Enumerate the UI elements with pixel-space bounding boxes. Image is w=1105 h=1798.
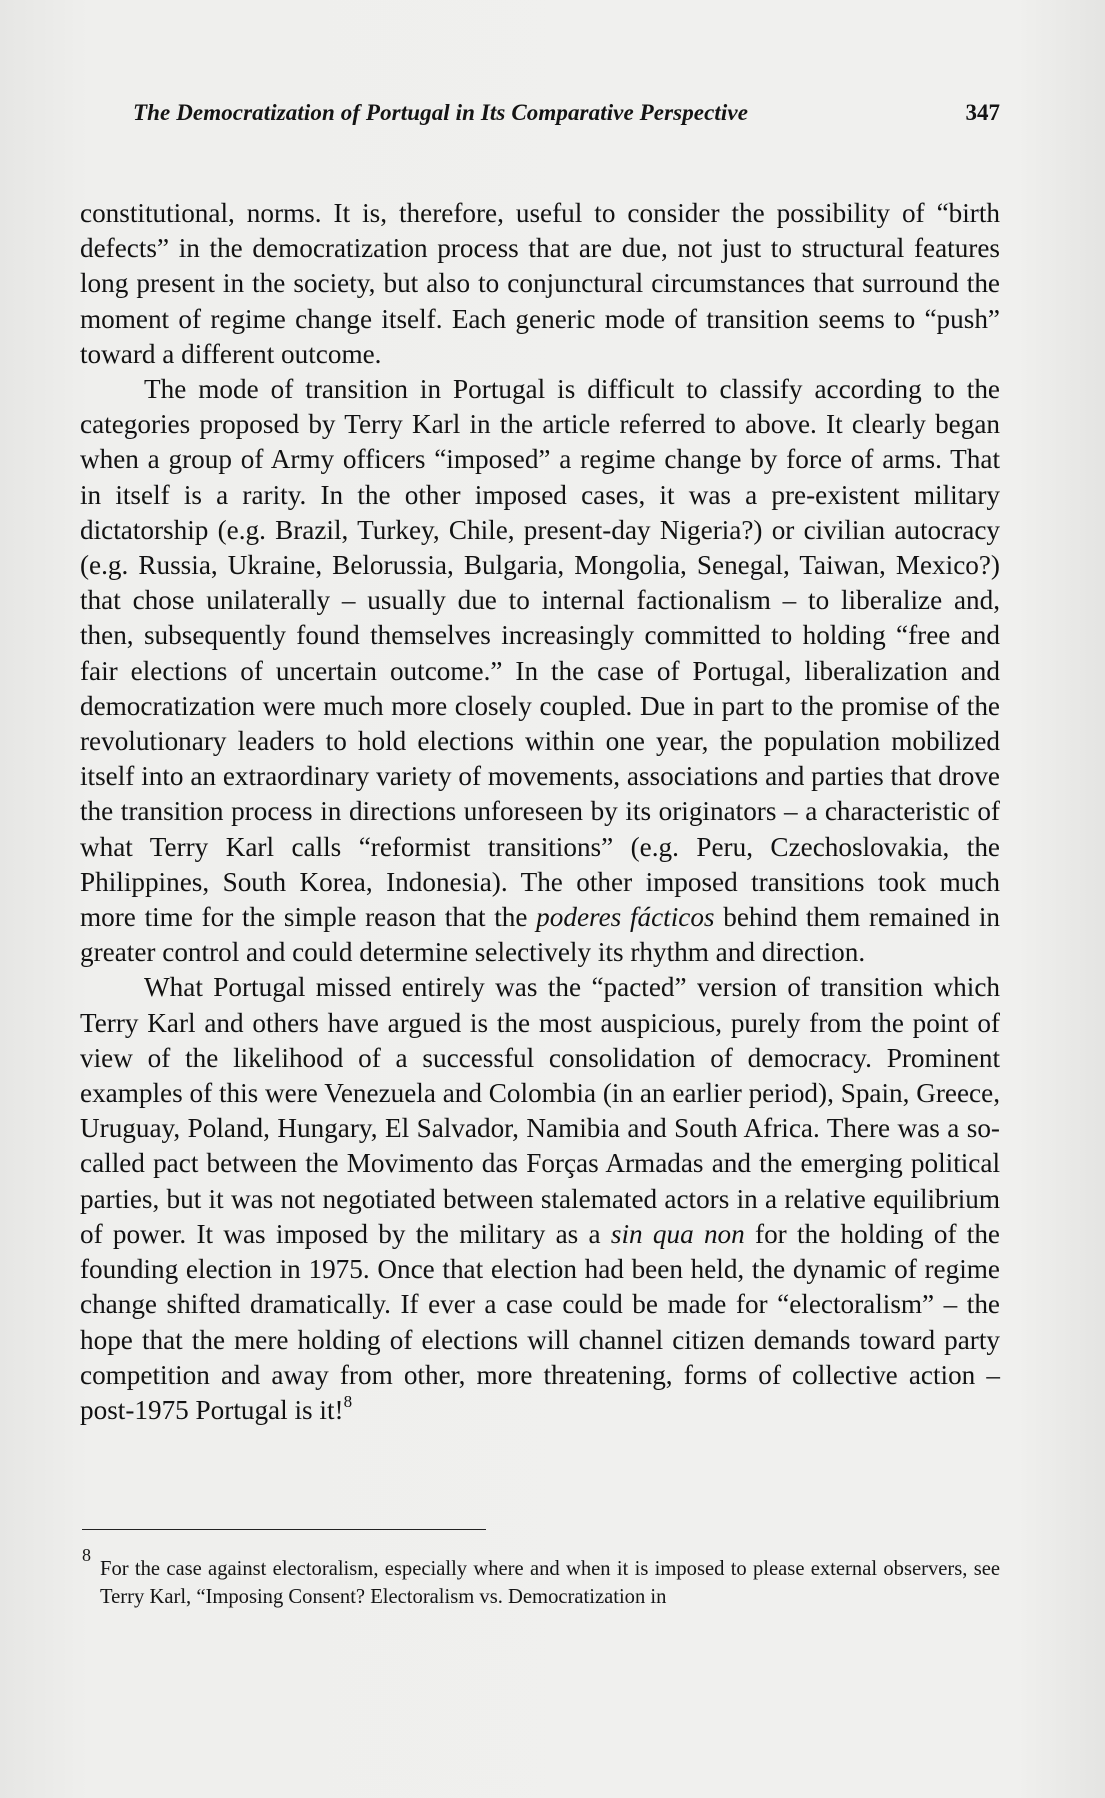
running-title: The Democratization of Portugal in Its Comparative Perspective xyxy=(133,100,749,125)
body-text xyxy=(80,196,1000,1428)
paragraph-1-text: constitutional, norms. It is, therefore, useful to consider the possibility of “birth defects” in the democratization process that are due, not just to structural features long present in the society, but also to conjunctural circumstances that surround the moment of regime change itself. Each generic mode of transition seems to “push” toward a different outcome. xyxy=(80,198,1000,369)
paragraph-3-text-b: for the holding of the founding election in 1975. Once that election had been held, the dynamic of regime change shifted dramatically. If ever a case could be made for “electoralism” – the hope that the mere holding of elections will channel citizen demands toward party competition and away from other, more threatening, forms of collective action – post-1975 Portugal is it! xyxy=(80,1218,1000,1425)
paragraph-2-text-b: behind them remained in greater control and could determine selectively its rhythm and direction. xyxy=(80,902,1000,968)
running-header xyxy=(130,100,1000,136)
paragraph-1 xyxy=(80,196,1000,372)
paragraph-3 xyxy=(80,970,1000,1428)
paragraph-2-text-a: The mode of transition in Portugal is difficult to classify according to the categories proposed by Terry Karl in the article referred to above. It clearly began when a group of Army officers “imposed” a regime change by force of arms. That in itself is a rarity. In the other imposed cases, it was a pre-existent military dictatorship (e.g. Brazil, Turkey, Chile, present-day Nigeria?) or civilian autocracy (e.g. Russia, Ukraine, Belorussia, Bulgaria, Mongolia, Senegal, Taiwan, Mexico?) that chose unilaterally – usually due to internal factionalism – to liberalize and, then, subsequently found themselves increasingly committed to holding “free and fair elections of uncertain outcome.” In the case of Portugal, liberalization and democratization were much more closely coupled. Due in part to the promise of the revolutionary leaders to hold elections within one year, the population mobilized itself into an extraordinary variety of movements, associations and parties that drove the transition process in directions unforeseen by its originators – a characteristic of what Terry Karl calls “reformist transitions” (e.g. Peru, Czechoslovakia, the Philippines, South Korea, Indonesia). The other imposed transitions took much more time for the simple reason that the xyxy=(80,374,1000,933)
footnote-reference[interactable]: 8 xyxy=(343,1391,353,1411)
paragraph-2-italic-term: poderes fácticos xyxy=(536,902,715,933)
footnote xyxy=(82,1541,1000,1611)
footnote-marker: 8 xyxy=(82,1545,91,1565)
paragraph-2 xyxy=(80,372,1000,970)
paragraph-3-italic-term: sin qua non xyxy=(610,1218,745,1249)
footnote-divider xyxy=(82,1529,486,1530)
paragraph-3-text-a: What Portugal missed entirely was the “pacted” version of transition which Terry Karl and others have argued is the most auspicious, purely from the point of view of the likelihood of a successful consolidation of democracy. Prominent examples of this were Venezuela and Colombia (in an earlier period), Spain, Greece, Uruguay, Poland, Hungary, El Salvador, Namibia and South Africa. There was a so-called pact between the Movimento das Forças Armadas and the emerging political parties, but it was not negotiated between stalemated actors in a relative equilibrium of power. It was imposed by the military as a xyxy=(80,972,1000,1249)
footnote-text: For the case against electoralism, especially where and when it is imposed to please external observers, see Terry Karl, “Imposing Consent? Electoralism vs. Democratization in xyxy=(100,1558,1000,1608)
page-number: 347 xyxy=(965,100,1000,125)
